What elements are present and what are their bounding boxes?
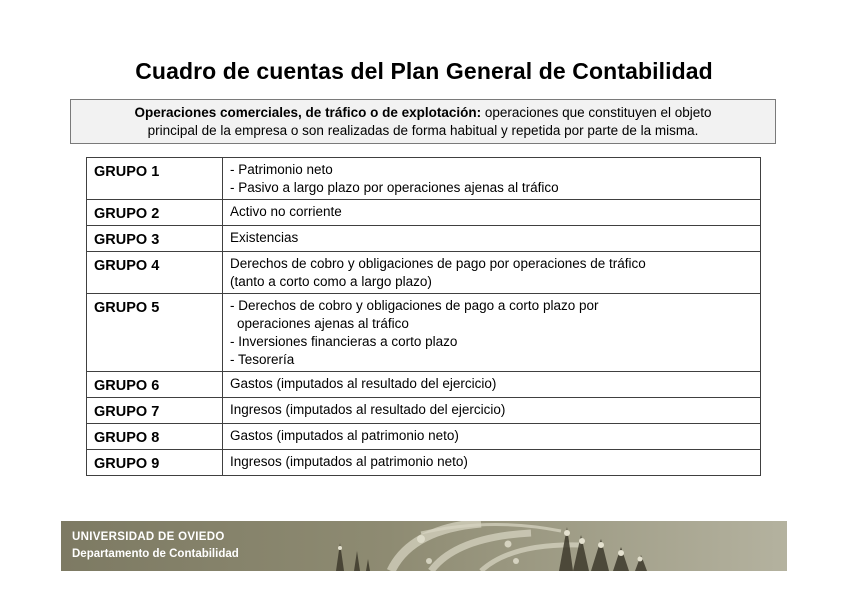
footer-banner: [61, 521, 787, 571]
group-description: [223, 450, 761, 476]
table-row: [87, 372, 761, 398]
group-name: GRUPO 9: [87, 450, 223, 476]
description-line: - Patrimonio neto: [230, 162, 333, 177]
group-name: GRUPO 4: [87, 252, 223, 294]
table-row: [87, 200, 761, 226]
description-line: - Pasivo a largo plazo por operaciones ajenas al tráfico: [230, 180, 559, 195]
intro-text-line2: principal de la empresa o son realizadas de forma habitual y repetida por parte de la misma.: [147, 123, 699, 138]
group-name: GRUPO 8: [87, 424, 223, 450]
university-seal-icon: [61, 521, 787, 571]
table-row: [87, 252, 761, 294]
groups-table: [86, 157, 761, 476]
description-line: - Derechos de cobro y obligaciones de pago a corto plazo por: [230, 298, 599, 313]
group-name: GRUPO 6: [87, 372, 223, 398]
intro-text-line1: operaciones que constituyen el objeto: [481, 105, 712, 120]
intro-lead: Operaciones comerciales, de tráfico o de explotación:: [134, 105, 482, 120]
group-description: [223, 294, 761, 372]
page-title: Cuadro de cuentas del Plan General de Contabilidad: [135, 58, 713, 84]
table-row: [87, 424, 761, 450]
table-row: [87, 450, 761, 476]
group-description: [223, 226, 761, 252]
description-line: operaciones ajenas al tráfico: [237, 316, 409, 331]
table-row: [87, 226, 761, 252]
group-name: GRUPO 1: [87, 158, 223, 200]
table-row: [87, 398, 761, 424]
group-description: [223, 424, 761, 450]
description-line: (tanto a corto como a largo plazo): [230, 274, 432, 289]
group-name: GRUPO 3: [87, 226, 223, 252]
description-line: Derechos de cobro y obligaciones de pago por operaciones de tráfico: [230, 256, 646, 271]
group-description: [223, 372, 761, 398]
table-row: [87, 294, 761, 372]
intro-box: [70, 99, 776, 144]
group-name: GRUPO 5: [87, 294, 223, 372]
description-line: Ingresos (imputados al patrimonio neto): [230, 454, 468, 469]
group-description: [223, 200, 761, 226]
department-name: Departamento de Contabilidad: [72, 548, 239, 560]
description-line: Activo no corriente: [230, 204, 342, 219]
university-name: UNIVERSIDAD DE OVIEDO: [72, 531, 225, 543]
group-description: [223, 252, 761, 294]
group-name: GRUPO 2: [87, 200, 223, 226]
description-line: Existencias: [230, 230, 299, 245]
description-line: - Inversiones financieras a corto plazo: [230, 334, 458, 349]
description-line: Gastos (imputados al resultado del ejercicio): [230, 376, 497, 391]
description-line: - Tesorería: [230, 352, 295, 367]
group-description: [223, 398, 761, 424]
description-line: Gastos (imputados al patrimonio neto): [230, 428, 459, 443]
description-line: Ingresos (imputados al resultado del ejercicio): [230, 402, 506, 417]
group-description: [223, 158, 761, 200]
group-name: GRUPO 7: [87, 398, 223, 424]
table-row: [87, 158, 761, 200]
